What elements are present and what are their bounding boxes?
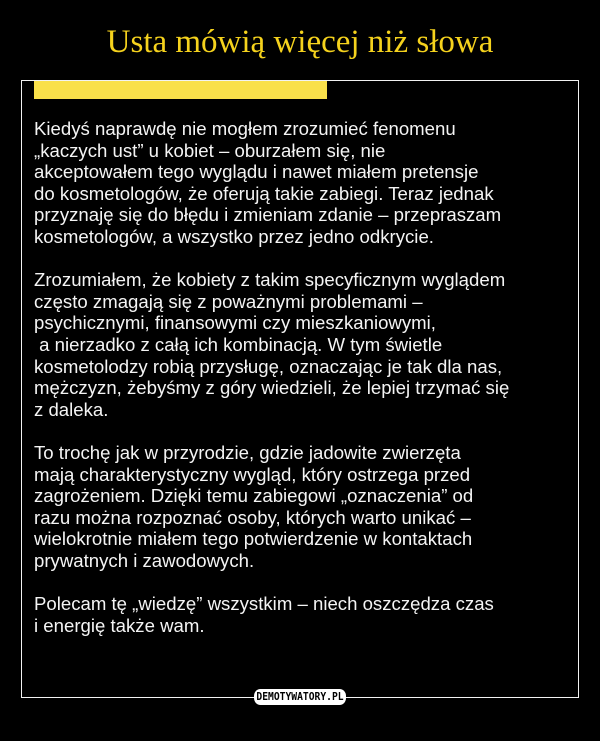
text-line: przyznaję się do błędu i zmieniam zdanie – przepraszam xyxy=(34,204,502,226)
text-line: Kiedyś naprawdę nie mogłem zrozumieć fenomenu xyxy=(34,118,456,139)
paragraph-2 xyxy=(34,269,579,420)
text-line: wielokrotnie miałem tego potwierdzenie w kontaktach xyxy=(34,528,473,550)
text-line: i energię także wam. xyxy=(34,614,205,636)
text-line: z daleka. xyxy=(34,398,109,420)
text-line: mają charakterystyczny wygląd, który ostrzega przed xyxy=(34,463,471,485)
watermark-badge[interactable]: DEMOTYWATORY.PL xyxy=(254,689,346,705)
text-line: zagrożeniem. Dzięki temu zabiegowi „oznaczenia” od xyxy=(34,485,474,507)
text-line: akceptowałem tego wyglądu i nawet miałem pretensje xyxy=(34,161,479,183)
text-line: mężczyzn, żebyśmy z góry wiedzieli, że lepiej trzymać się xyxy=(34,377,510,399)
text-line: psychicznymi, finansowymi czy mieszkaniowymi, xyxy=(34,312,436,334)
paragraph-3 xyxy=(34,442,579,572)
paragraph-4 xyxy=(34,593,579,636)
text-line: a nierzadko z całą ich kombinacją. W tym świetle xyxy=(34,333,443,355)
text-line: razu można rozpoznać osoby, których warto unikać – xyxy=(34,506,471,528)
text-line: „kaczych ust” u kobiet – oburzałem się, nie xyxy=(34,139,386,161)
text-line: To trochę jak w przyrodzie, gdzie jadowite zwierzęta xyxy=(34,441,461,463)
meme-title: Usta mówią więcej niż słowa xyxy=(106,24,494,60)
paragraph-1 xyxy=(34,118,579,248)
meme-text-body xyxy=(34,118,579,658)
yellow-highlight-bar xyxy=(34,81,327,99)
text-line: kosmetolodzy robią przysługę, oznaczając je tak dla nas, xyxy=(34,355,503,377)
text-line: kosmetologów, a wszystko przez jedno odkrycie. xyxy=(34,225,434,247)
text-line: Polecam tę „wiedzę” wszystkim – niech oszczędza czas xyxy=(34,593,494,615)
text-line: prywatnych i zawodowych. xyxy=(34,549,255,571)
text-line: często zmagają się z poważnymi problemami – xyxy=(34,290,423,312)
text-line: Zrozumiałem, że kobiety z takim specyficznym wyglądem xyxy=(34,269,506,291)
text-line: do kosmetologów, że oferują takie zabiegi. Teraz jednak xyxy=(34,182,494,204)
